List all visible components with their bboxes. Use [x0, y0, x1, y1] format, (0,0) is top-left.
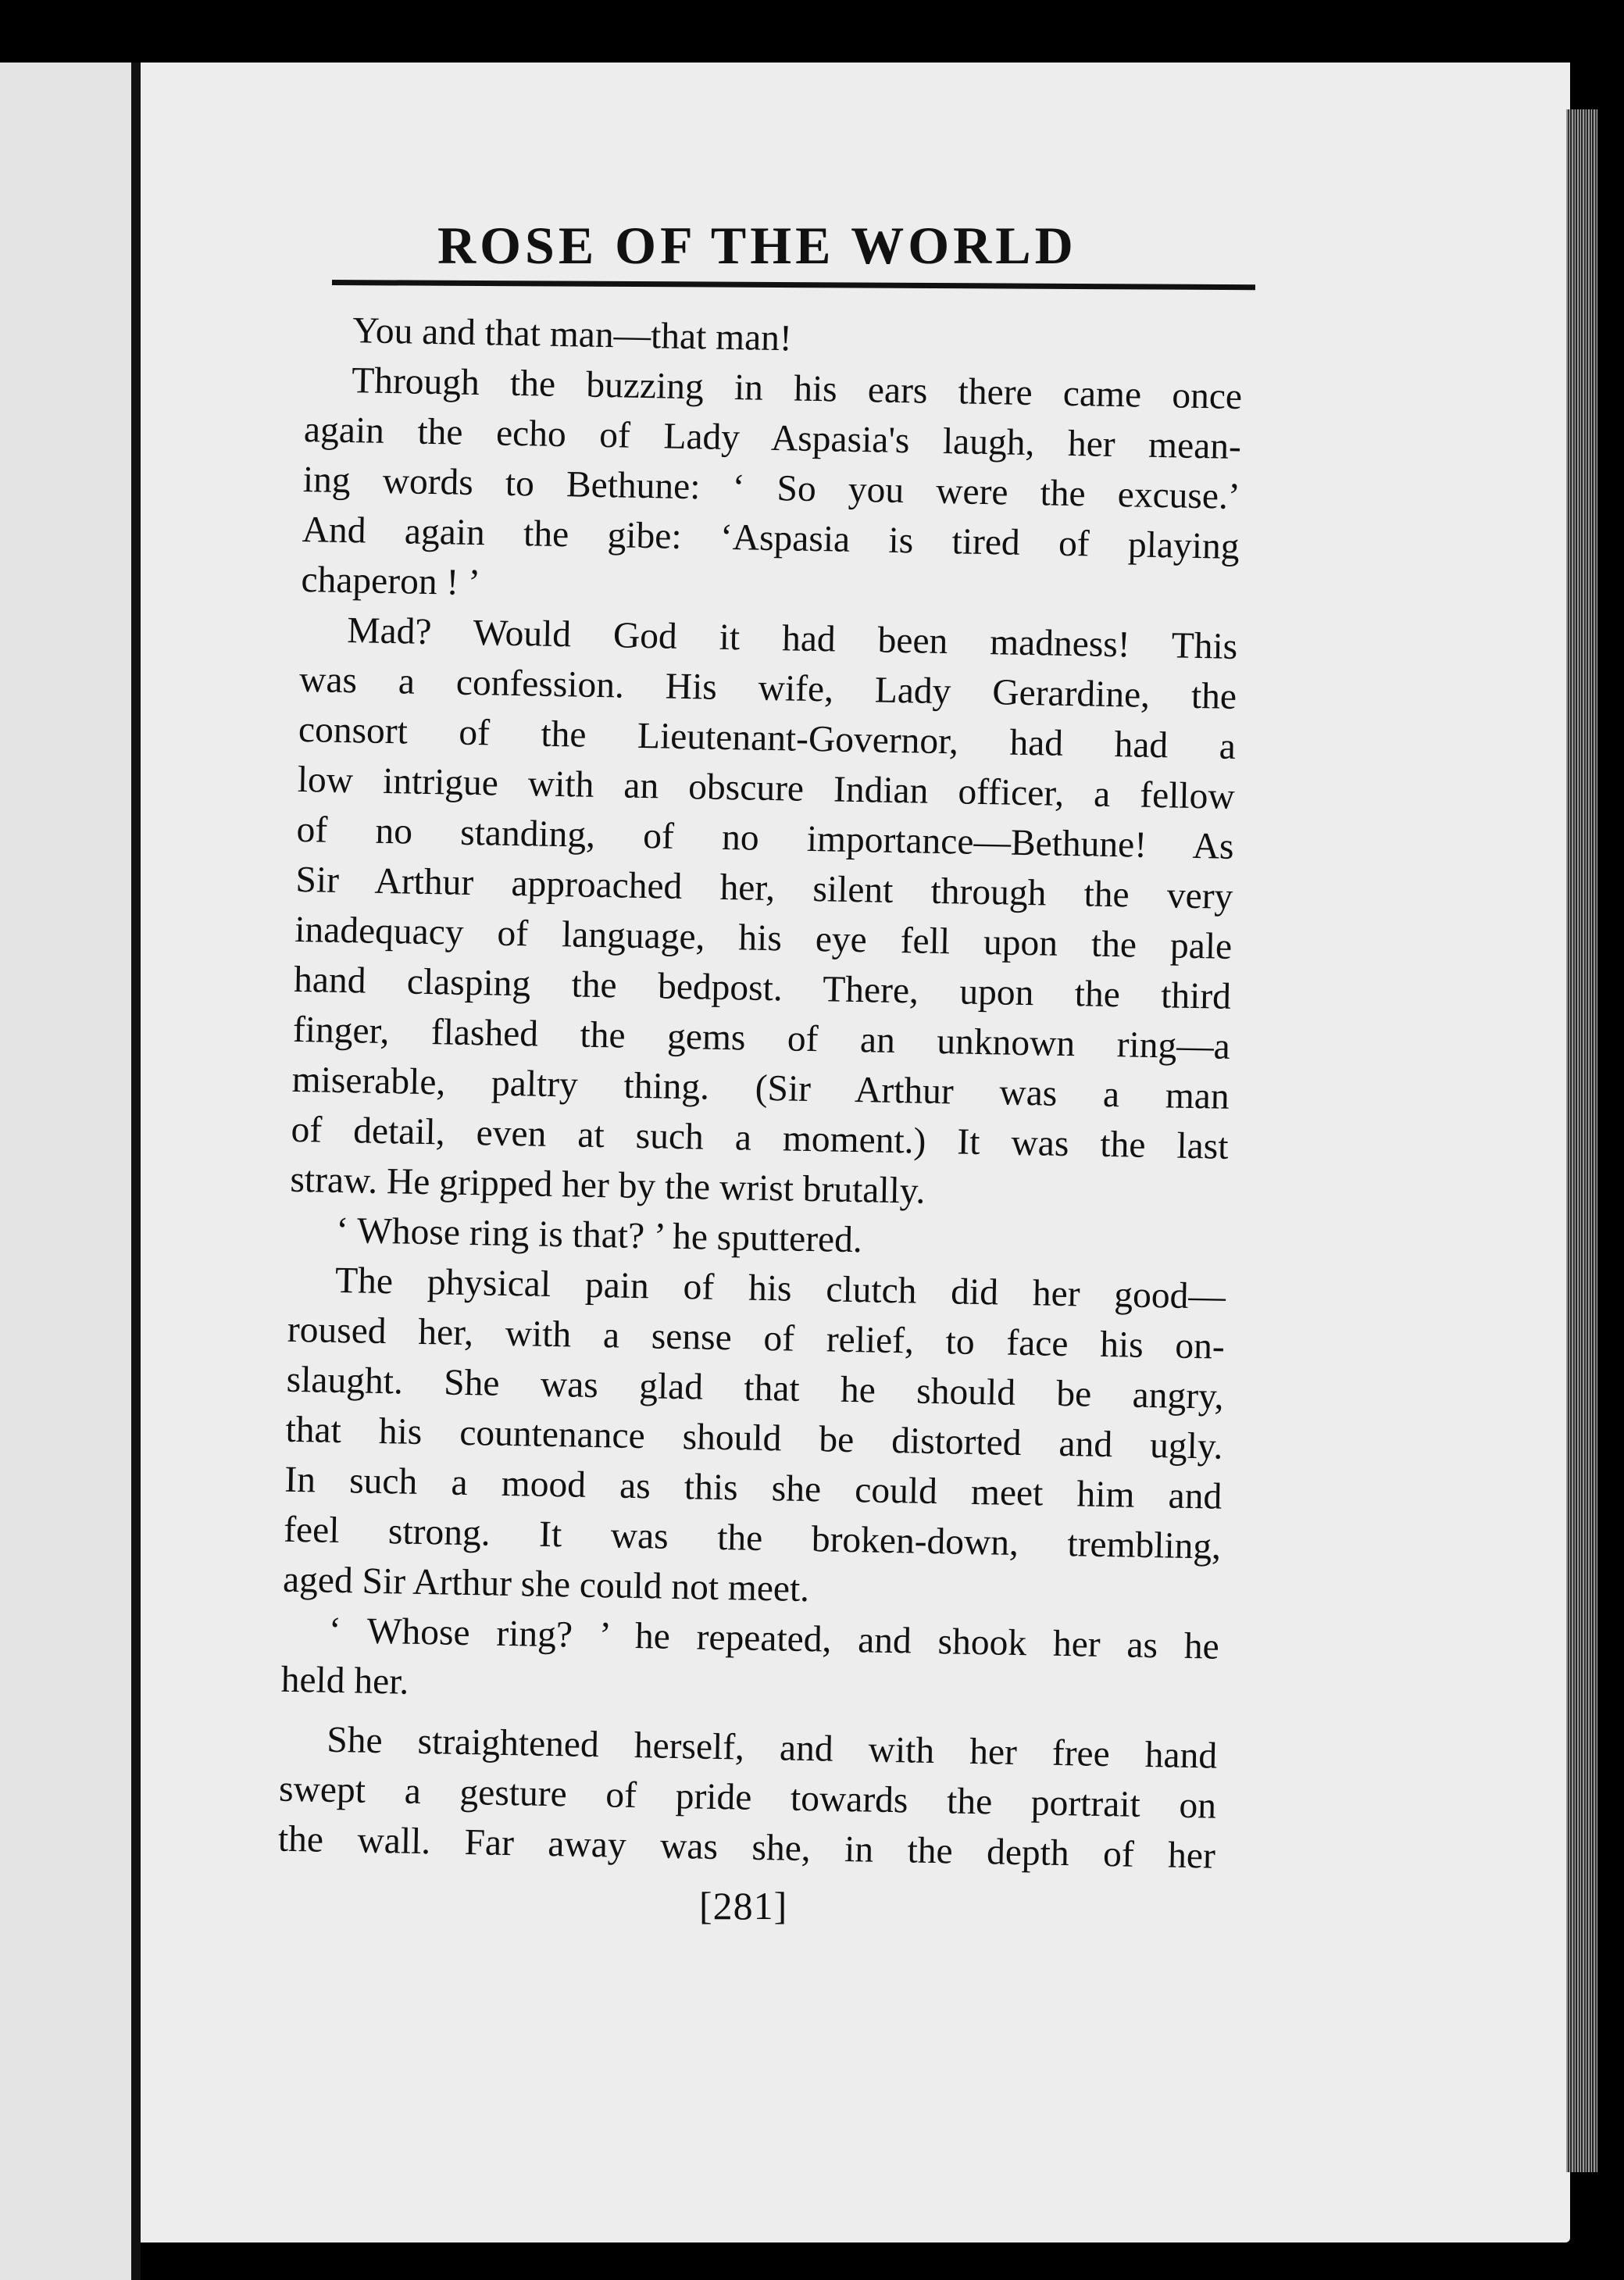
text-line: And again the gibe: ‘Aspasia is tired of playing: [302, 509, 1240, 567]
book-gutter: [131, 63, 141, 2280]
text-line: Mad? Would God it had been madness! This: [346, 610, 1238, 667]
text-line: the wall. Far away was she, in the depth of her: [277, 1818, 1216, 1877]
body-text: [277, 305, 1243, 1882]
text-line: chaperon ! ’: [301, 559, 481, 604]
text-line: The physical pain of his clutch did her good—: [334, 1260, 1226, 1317]
text-line: was a confession. His wife, Lady Gerardine, the: [298, 659, 1237, 717]
text-line: of no standing, of no importance—Bethune! As: [296, 809, 1234, 867]
text-line: ‘ Whose ring? ’ he repeated, and shook her as he: [328, 1610, 1220, 1667]
text-line: roused her, with a sense of relief, to face his on-: [287, 1309, 1226, 1367]
text-line: feel strong. It was the broken-down, trembling,: [283, 1509, 1222, 1567]
text-line: ‘ Whose ring is that? ’ he sputtered.: [335, 1210, 863, 1261]
text-line: of detail, even at such a moment.) It was the last: [291, 1109, 1229, 1167]
running-head: ROSE OF THE WORLD: [437, 216, 1077, 275]
text-line: finger, flashed the gems of an unknown ring—a: [292, 1009, 1231, 1067]
text-line: slaught. She was glad that he should be angry,: [286, 1359, 1225, 1417]
text-line: that his countenance should be distorted and ugly.: [285, 1409, 1223, 1467]
text-line: hand clasping the bedpost. There, upon the third: [293, 959, 1232, 1017]
text-line: consort of the Lieutenant-Governor, had had a: [298, 709, 1237, 767]
page-number: [281]: [699, 1884, 788, 1928]
text-line: Through the buzzing in his ears there came once: [351, 360, 1243, 417]
left-page-edge: [0, 63, 131, 2280]
text-line: aged Sir Arthur she could not meet.: [282, 1559, 810, 1610]
text-line: ing words to Bethune: ‘ So you were the excuse.’: [302, 459, 1241, 517]
text-line: again the echo of Lady Aspasia's laugh, her mean-: [303, 409, 1242, 467]
text-line: In such a mood as this she could meet him and: [284, 1459, 1222, 1517]
text-line: swept a gesture of pride towards the portrait on: [278, 1768, 1217, 1827]
text-line: Sir Arthur approached her, silent through the very: [295, 859, 1233, 917]
page-stack-edge: [1566, 109, 1597, 2172]
text-line: inadequacy of language, his eye fell upon the pale: [294, 909, 1233, 967]
text-line: You and that man—that man!: [352, 310, 793, 359]
text-line: straw. He gripped her by the wrist brutally.: [289, 1159, 926, 1212]
text-line: She straightened herself, and with her free hand: [326, 1719, 1218, 1777]
text-line: held her.: [280, 1659, 409, 1703]
text-line: low intrigue with an obscure Indian officer, a fellow: [297, 759, 1236, 817]
text-line: miserable, paltry thing. (Sir Arthur was a man: [291, 1059, 1230, 1117]
